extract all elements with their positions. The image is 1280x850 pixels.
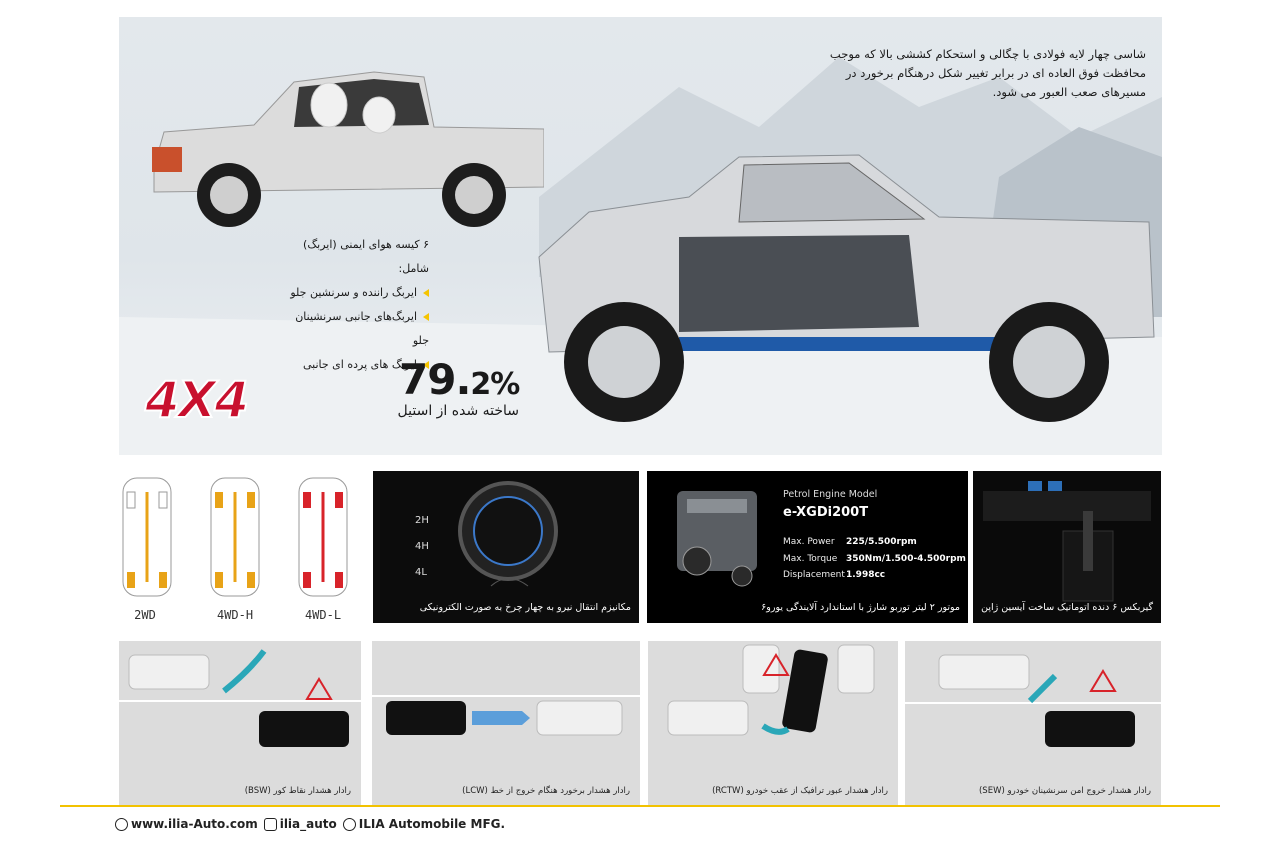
footer-website[interactable]: www.ilia-Auto.com [115,817,258,831]
lcw-diagram [372,641,640,806]
knob-option-2h: 2H [415,515,429,526]
spec-value: 225/5.500rpm [846,537,917,547]
gearbox-panel [973,471,1161,623]
drive-selector-knob-panel [373,471,639,623]
engine-model-name: e-XGDi200T [783,505,869,520]
airbag-item: ایربگ‌های جانبی سرنشینان جلو [295,310,429,347]
rctw-diagram [648,641,898,806]
footer-divider [60,805,1220,807]
drive-mode-diagrams [119,472,362,622]
engine-model-label: Petrol Engine Model [783,489,878,500]
airbag-title: ۶ کیسه هوای ایمنی (ایربگ) شامل: [303,238,429,275]
knob-caption: مکانیزم انتقال نیرو به چهار چرخ به صورت الکترونیکی [419,602,631,613]
drivetrain-2wd [123,478,171,596]
radar-panel-rctw [648,641,898,806]
radar-caption-lcw: رادار هشدار برخورد هنگام خروج از خط (LCW) [462,786,630,796]
bullet-icon [423,289,429,297]
4x4-badge-text: 4X4 [145,371,248,427]
airbag-item: ایربگ راننده و سرنشین جلو [279,281,429,305]
spec-name: Max. Torque [783,554,838,564]
gear-shifter-illustration [973,471,1161,623]
sew-diagram [905,641,1161,806]
footer [115,817,505,831]
gearbox-caption: گیربکس ۶ دنده اتوماتیک ساخت آیسین ژاپن [981,602,1153,613]
bsw-diagram [119,641,361,806]
radar-caption-bsw: رادار هشدار نقاط کور (BSW) [244,786,351,796]
chassis-cutaway-illustration [529,137,1159,455]
hero-panel [119,17,1162,455]
steel-label: ساخته شده از استیل [397,403,519,419]
chassis-description: شاسی چهار لایه فولادی با چگالی و استحکام کششی بالا که موجب محافظت فوق العاده ای در برابر تغییر شکل درهنگام برخورد در مسیرهای صعب العبور می شود. [829,47,1146,99]
radar-panel-sew [905,641,1161,806]
mode-label-4wd-l: 4WD-L [304,608,342,622]
drive-selector-knob [373,471,639,623]
footer-company[interactable]: ILIA Automobile MFG. [343,817,505,831]
drivetrain-diagrams [119,472,362,602]
steel-percentage: 79.2% [399,355,520,404]
mode-label-2wd: 2WD [134,608,156,622]
spec-value: 1.998cc [846,570,886,580]
pickup-airbag-illustration [144,57,544,232]
mode-label-4wd-h: 4WD-H [216,608,254,622]
drivetrain-4wd-l [299,478,347,596]
linkedin-icon [343,818,356,831]
radar-caption-rctw: رادار هشدار عبور ترافیک از عقب خودرو (RCTW) [712,786,888,796]
spec-name: Displacement [783,570,845,580]
drivetrain-4wd-h [211,478,259,596]
engine-caption: موتور ۲ لیتر توربو شارژ با استاندارد آلایندگی یورو۶ [761,602,960,613]
4x4-badge [139,367,334,427]
radar-panel-bsw [119,641,361,806]
bullet-icon [423,313,429,321]
footer-instagram[interactable]: ilia_auto [264,817,337,831]
knob-option-4l: 4L [415,567,427,578]
engine-illustration [667,481,777,601]
engine-panel [647,471,968,623]
spec-name: Max. Power [783,537,835,547]
instagram-icon [264,818,277,831]
spec-value: 350Nm/1.500-4.500rpm [846,554,966,564]
radar-panel-lcw [372,641,640,806]
radar-caption-sew: رادار هشدار خروج امن سرنشینان خودرو (SEW) [978,786,1151,796]
airbag-item: ایربگ های پرده ای جانبی [279,353,429,377]
globe-icon [115,818,128,831]
knob-option-4h: 4H [415,541,429,552]
